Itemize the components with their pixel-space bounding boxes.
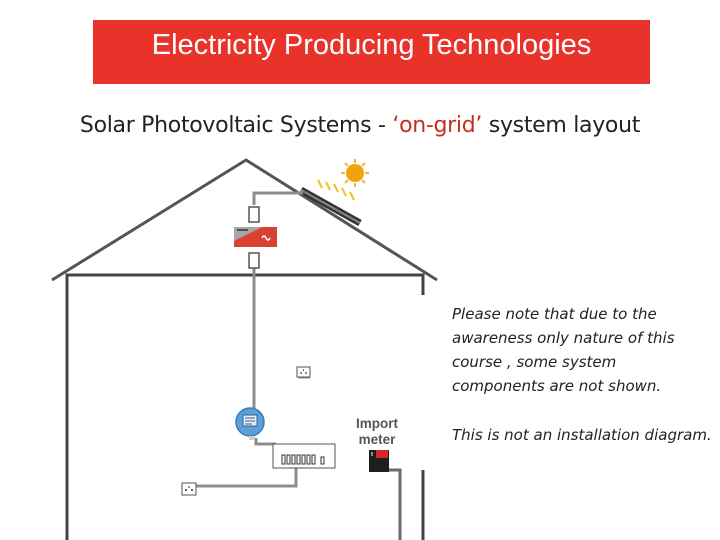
- switchboard-icon: [273, 444, 335, 468]
- meter-icon: [236, 408, 264, 440]
- subtitle-suffix: system layout: [482, 113, 641, 138]
- import-meter-label-line2: meter: [358, 432, 396, 447]
- import-meter-label-line1: Import: [356, 416, 398, 431]
- note-paragraph-1: Please note that due to the awareness only nature of this course , some system components are not shown.: [452, 305, 675, 395]
- house-icon: [52, 160, 437, 540]
- power-outlet-icon: [182, 483, 196, 495]
- ac-isolator-icon: [249, 253, 259, 268]
- import-meter-icon: [369, 450, 389, 472]
- title-banner: [93, 20, 650, 84]
- power-outlet-icon: [297, 367, 310, 377]
- subtitle-prefix: Solar Photovoltaic Systems -: [79, 113, 393, 138]
- meter-to-grid-wire: [382, 464, 400, 540]
- note-paragraph-2: This is not an installation diagram.: [452, 426, 712, 444]
- page-subtitle: [0, 113, 720, 138]
- dc-isolator-icon: [249, 207, 259, 222]
- subtitle-quoted: ‘on-grid’: [392, 113, 483, 138]
- page-title: Electricity Producing Technologies: [151, 29, 592, 61]
- inverter-icon: [234, 227, 277, 247]
- sun-icon: [318, 159, 369, 200]
